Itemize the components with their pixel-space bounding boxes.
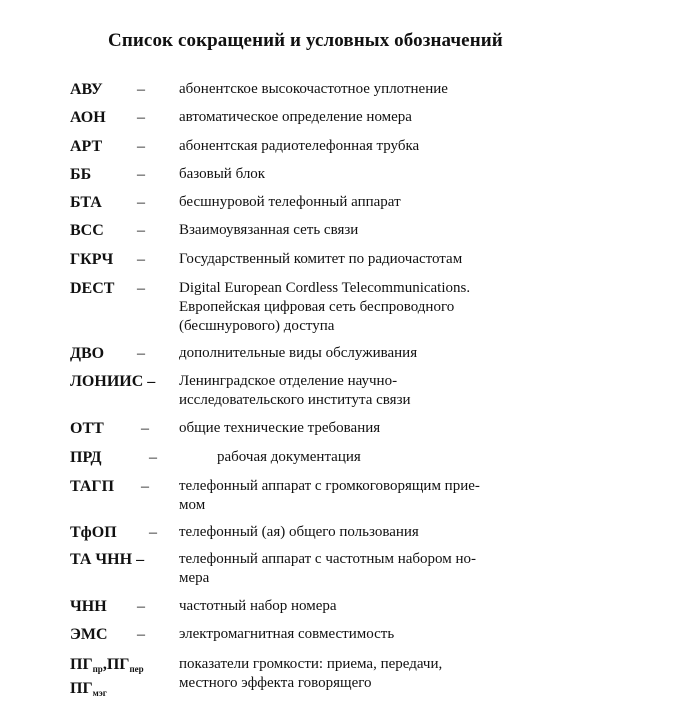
dash: –	[141, 420, 149, 437]
definition-line: электромагнитная совместимость	[179, 626, 395, 642]
abbreviation: АОН	[70, 109, 106, 126]
abbreviation-base: ПГ	[106, 656, 130, 673]
definition-line: мом	[179, 497, 206, 513]
definition-line: телефонный (ая) общего пользования	[179, 524, 419, 540]
definition-line: автоматическое определение номера	[179, 109, 412, 125]
abbreviation: ББ	[70, 166, 92, 183]
abbreviation-base: ПГ	[70, 656, 93, 673]
definition	[179, 477, 559, 515]
abbreviation-subscript: мэг	[92, 688, 107, 698]
definition-line: дополнительные виды обслуживания	[179, 345, 418, 361]
definition	[179, 344, 559, 363]
dash: –	[137, 345, 145, 362]
abbreviation: DECT	[70, 280, 115, 297]
definition	[217, 448, 597, 467]
definition	[179, 625, 559, 644]
abbreviation: ТА ЧНН –	[70, 551, 145, 568]
definition-line: показатели громкости: приема, передачи,	[179, 656, 443, 672]
definition-line: бесшнуровой телефонный аппарат	[179, 194, 401, 210]
definition-line: телефонный аппарат с громкоговорящим прие-	[179, 478, 480, 494]
definition-line: Ленинградское отделение научно-	[179, 373, 398, 389]
abbreviation-separator: ,	[102, 656, 107, 673]
definition-line: абонентская радиотелефонная трубка	[179, 138, 420, 154]
definition	[179, 137, 559, 156]
definition-line: мера	[179, 570, 210, 586]
dash: –	[149, 524, 157, 541]
abbreviation-subscript: пр	[92, 664, 103, 674]
definition-line: абонентское высокочастотное уплотнение	[179, 81, 448, 97]
abbreviation: ТАГП	[70, 478, 115, 495]
dash: –	[137, 109, 145, 126]
abbreviation: ДВО	[70, 345, 105, 362]
abbreviation-base: ПГ	[70, 680, 93, 697]
abbreviation: ВСС	[70, 222, 104, 239]
definition	[179, 597, 559, 616]
dash: –	[137, 194, 145, 211]
definition-line: Digital European Cordless Telecommunications.	[179, 280, 471, 296]
definition	[179, 250, 559, 269]
definition	[179, 419, 559, 438]
dash: –	[137, 251, 145, 268]
abbreviation: БТА	[70, 194, 102, 211]
dash: –	[137, 280, 145, 297]
definition	[179, 279, 559, 336]
definition	[179, 80, 559, 99]
definition-line: Государственный комитет по радиочастотам	[179, 251, 463, 267]
dash: –	[149, 449, 157, 466]
definition	[179, 193, 559, 212]
dash: –	[137, 81, 145, 98]
dash: –	[137, 626, 145, 643]
definition-line: исследовательского института связи	[179, 392, 411, 408]
definition-line: базовый блок	[179, 166, 266, 182]
dash: –	[141, 478, 149, 495]
abbreviation: ЛОНИИС –	[70, 373, 156, 390]
dash: –	[137, 222, 145, 239]
dash: –	[137, 138, 145, 155]
definition	[179, 550, 559, 588]
definition	[179, 165, 559, 184]
definition	[179, 523, 559, 542]
definition	[179, 372, 559, 410]
abbreviation: ЧНН	[70, 598, 107, 615]
abbreviation: ПРД	[70, 449, 102, 466]
abbreviation	[70, 655, 144, 703]
definition	[179, 655, 559, 693]
definition-line: Взаимоувязанная сеть связи	[179, 222, 359, 238]
definition-line: частотный набор номера	[179, 598, 337, 614]
abbreviation: АРТ	[70, 138, 103, 155]
definition-line: рабочая документация	[217, 449, 361, 465]
definition-line: телефонный аппарат с частотным набором но-	[179, 551, 477, 567]
abbreviation: ЭМС	[70, 626, 108, 643]
abbreviation: ГКРЧ	[70, 251, 114, 268]
dash: –	[137, 598, 145, 615]
abbreviation: ОТТ	[70, 420, 104, 437]
definition	[179, 221, 559, 240]
page-title: Список сокращений и условных обозначений	[108, 30, 503, 51]
definition-line: общие технические требования	[179, 420, 381, 436]
abbreviation: ТфОП	[70, 524, 117, 541]
definition-line: Европейская цифровая сеть беспроводного	[179, 299, 455, 315]
definition-line: местного эффекта говорящего	[179, 675, 372, 691]
abbreviation-subscript: пер	[129, 664, 144, 674]
definition-line: (бесшнурового) доступа	[179, 318, 335, 334]
definition	[179, 108, 559, 127]
abbreviation: АВУ	[70, 81, 103, 98]
dash: –	[137, 166, 145, 183]
